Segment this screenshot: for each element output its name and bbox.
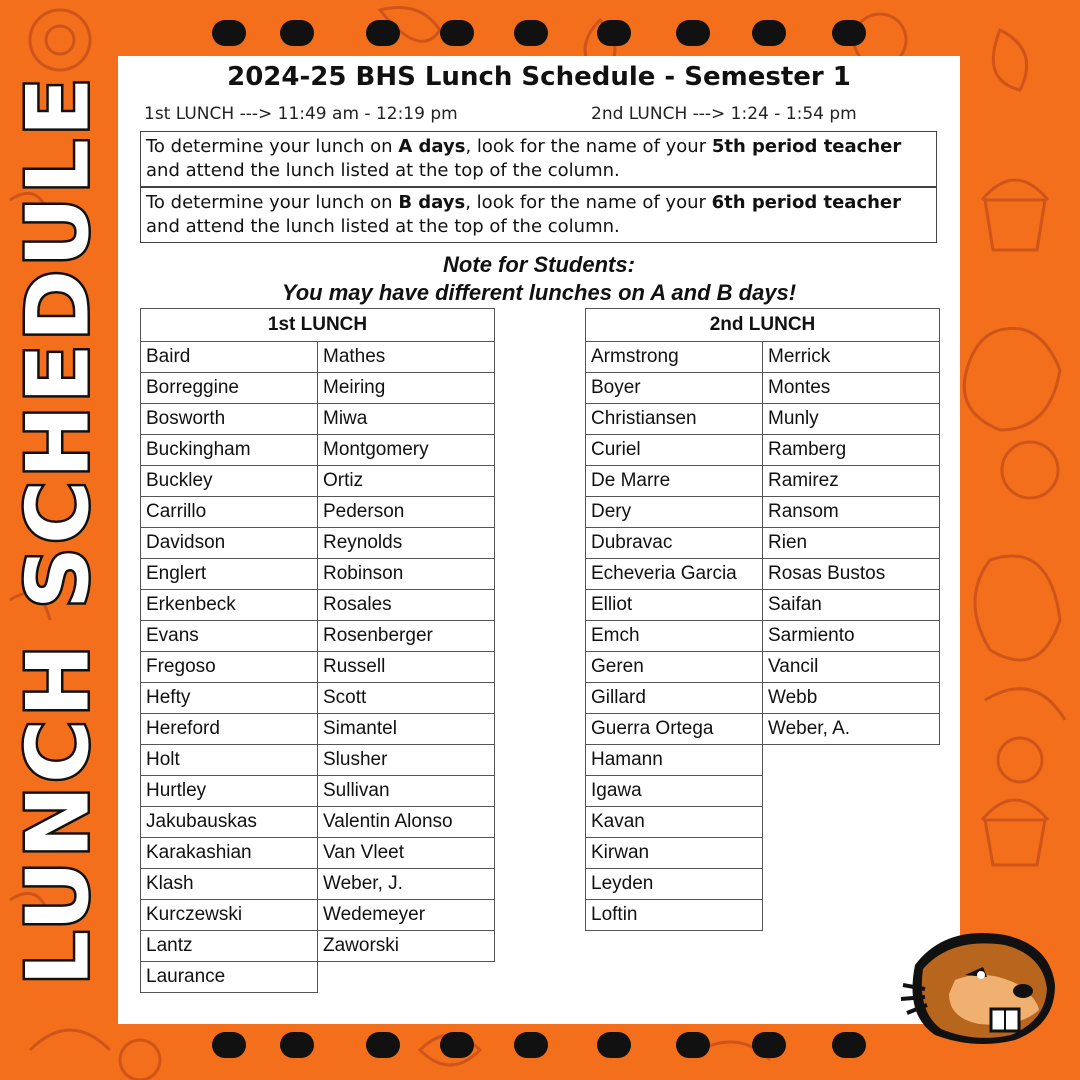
teacher-name: Wedemeyer (318, 900, 495, 931)
teacher-name: Vancil (763, 652, 940, 683)
teacher-name: Slusher (318, 745, 495, 776)
second-lunch-header: 2nd LUNCH (586, 309, 940, 342)
teacher-name: Leyden (586, 869, 763, 900)
teacher-name: Igawa (586, 776, 763, 807)
teacher-name: Hurtley (141, 776, 318, 807)
first-lunch-row (141, 590, 495, 621)
teacher-name: Mathes (318, 342, 495, 373)
teacher-name: Echeveria Garcia (586, 559, 763, 590)
teacher-name: Russell (318, 652, 495, 683)
punch-dot (752, 1032, 786, 1058)
teacher-name: Weber, A. (763, 714, 940, 745)
teacher-name: Dubravac (586, 528, 763, 559)
punch-dot (832, 20, 866, 46)
teacher-name: Reynolds (318, 528, 495, 559)
teacher-name: Loftin (586, 900, 763, 931)
first-lunch-row (141, 900, 495, 931)
instruction-text: To determine your lunch on (146, 136, 399, 157)
second-lunch-row (586, 714, 940, 745)
punch-dot (676, 1032, 710, 1058)
punch-dot (514, 1032, 548, 1058)
teacher-name: Jakubauskas (141, 807, 318, 838)
teacher-name: Karakashian (141, 838, 318, 869)
second-lunch-row (586, 869, 940, 900)
instruction-emphasis: A days (398, 136, 466, 157)
empty-cell (763, 776, 940, 807)
second-lunch-row (586, 342, 940, 373)
punch-dot (597, 20, 631, 46)
teacher-name: Englert (141, 559, 318, 590)
beaver-mascot-logo (895, 925, 1060, 1045)
teacher-name: Simantel (318, 714, 495, 745)
teacher-name: Miwa (318, 404, 495, 435)
teacher-name: Merrick (763, 342, 940, 373)
teacher-name: Armstrong (586, 342, 763, 373)
teacher-name: Ransom (763, 497, 940, 528)
teacher-name: Erkenbeck (141, 590, 318, 621)
instruction-text: To determine your lunch on (146, 192, 399, 213)
teacher-name: Rien (763, 528, 940, 559)
teacher-name: Christiansen (586, 404, 763, 435)
teacher-name: Baird (141, 342, 318, 373)
teacher-name: Munly (763, 404, 940, 435)
second-lunch-row (586, 373, 940, 404)
first-lunch-row (141, 807, 495, 838)
b-days-instructions (140, 187, 937, 243)
second-lunch-row (586, 745, 940, 776)
teacher-name: Boyer (586, 373, 763, 404)
teacher-name: Hefty (141, 683, 318, 714)
first-lunch-row (141, 373, 495, 404)
first-lunch-row (141, 652, 495, 683)
second-lunch-row (586, 590, 940, 621)
teacher-name: Kavan (586, 807, 763, 838)
teacher-name: Klash (141, 869, 318, 900)
teacher-name: Ramberg (763, 435, 940, 466)
teacher-name: Elliot (586, 590, 763, 621)
punch-dot (514, 20, 548, 46)
punch-dot (212, 20, 246, 46)
punch-dot (440, 1032, 474, 1058)
second-lunch-row (586, 528, 940, 559)
first-lunch-row (141, 962, 495, 993)
second-lunch-row (586, 838, 940, 869)
teacher-name: Guerra Ortega (586, 714, 763, 745)
punch-dot (366, 1032, 400, 1058)
teacher-name: Montes (763, 373, 940, 404)
teacher-name: Emch (586, 621, 763, 652)
empty-cell (763, 745, 940, 776)
first-lunch-row (141, 497, 495, 528)
punch-dot (832, 1032, 866, 1058)
first-lunch-row (141, 342, 495, 373)
punch-dot (752, 20, 786, 46)
teacher-name: Montgomery (318, 435, 495, 466)
teacher-name: Geren (586, 652, 763, 683)
first-lunch-row (141, 683, 495, 714)
teacher-name: Van Vleet (318, 838, 495, 869)
teacher-name: Buckingham (141, 435, 318, 466)
first-lunch-row (141, 776, 495, 807)
teacher-name: De Marre (586, 466, 763, 497)
teacher-name: Bosworth (141, 404, 318, 435)
schedule-card (118, 56, 960, 1024)
second-lunch-row (586, 683, 940, 714)
page-title: 2024-25 BHS Lunch Schedule - Semester 1 (227, 62, 851, 92)
instruction-emphasis: 6th period teacher (711, 192, 902, 213)
note-heading: Note for Students: (443, 252, 635, 277)
empty-cell (763, 838, 940, 869)
teacher-name: Meiring (318, 373, 495, 404)
teacher-name: Kurczewski (141, 900, 318, 931)
instruction-text: and attend the lunch listed at the top of the column. (146, 216, 620, 237)
first-lunch-row (141, 931, 495, 962)
empty-cell (318, 962, 495, 993)
second-lunch-row (586, 621, 940, 652)
teacher-name: Robinson (318, 559, 495, 590)
punch-dots-top (0, 14, 1080, 54)
punch-dot (440, 20, 474, 46)
first-lunch-row (141, 466, 495, 497)
second-lunch-row (586, 776, 940, 807)
punch-dot (366, 20, 400, 46)
second-lunch-row (586, 435, 940, 466)
teacher-name: Fregoso (141, 652, 318, 683)
empty-cell (763, 807, 940, 838)
teacher-name: Weber, J. (318, 869, 495, 900)
teacher-name: Lantz (141, 931, 318, 962)
instruction-emphasis: 5th period teacher (711, 136, 902, 157)
teacher-name: Sullivan (318, 776, 495, 807)
teacher-name: Zaworski (318, 931, 495, 962)
punch-dot (280, 20, 314, 46)
second-lunch-row (586, 900, 940, 931)
teacher-name: Dery (586, 497, 763, 528)
first-lunch-row (141, 559, 495, 590)
note-text: You may have different lunches on A and B days! (281, 280, 797, 305)
second-lunch-row (586, 652, 940, 683)
teacher-name: Gillard (586, 683, 763, 714)
instruction-text: and attend the lunch listed at the top of the column. (146, 160, 620, 181)
teacher-name: Evans (141, 621, 318, 652)
second-lunch-time: 2nd LUNCH ---> 1:24 - 1:54 pm (591, 104, 857, 124)
teacher-name: Kirwan (586, 838, 763, 869)
teacher-name: Hereford (141, 714, 318, 745)
first-lunch-row (141, 838, 495, 869)
teacher-name: Pederson (318, 497, 495, 528)
side-title-text: LUNCH SCHEDULE (9, 74, 109, 986)
second-lunch-row (586, 497, 940, 528)
teacher-name: Buckley (141, 466, 318, 497)
a-days-instructions (140, 131, 937, 187)
second-lunch-row (586, 404, 940, 435)
first-lunch-row (141, 745, 495, 776)
teacher-name: Saifan (763, 590, 940, 621)
teacher-name: Webb (763, 683, 940, 714)
teacher-name: Curiel (586, 435, 763, 466)
teacher-name: Scott (318, 683, 495, 714)
first-lunch-row (141, 714, 495, 745)
teacher-name: Laurance (141, 962, 318, 993)
first-lunch-row (141, 435, 495, 466)
first-lunch-time: 1st LUNCH ---> 11:49 am - 12:19 pm (144, 104, 458, 124)
teacher-name: Davidson (141, 528, 318, 559)
first-lunch-table (140, 308, 495, 993)
first-lunch-row (141, 528, 495, 559)
teacher-name: Holt (141, 745, 318, 776)
second-lunch-row (586, 559, 940, 590)
first-lunch-header: 1st LUNCH (141, 309, 495, 342)
instruction-emphasis: B days (398, 192, 466, 213)
side-title (9, 60, 109, 1000)
first-lunch-row (141, 869, 495, 900)
punch-dot (212, 1032, 246, 1058)
teacher-name: Rosales (318, 590, 495, 621)
first-lunch-row (141, 404, 495, 435)
second-lunch-row (586, 807, 940, 838)
teacher-name: Carrillo (141, 497, 318, 528)
teacher-name: Borreggine (141, 373, 318, 404)
teacher-name: Ortiz (318, 466, 495, 497)
teacher-name: Rosas Bustos (763, 559, 940, 590)
punch-dot (676, 20, 710, 46)
teacher-name: Sarmiento (763, 621, 940, 652)
second-lunch-row (586, 466, 940, 497)
teacher-name: Rosenberger (318, 621, 495, 652)
instruction-text: , look for the name of your (465, 192, 712, 213)
teacher-name: Valentin Alonso (318, 807, 495, 838)
second-lunch-table (585, 308, 940, 931)
punch-dot (597, 1032, 631, 1058)
instruction-text: , look for the name of your (465, 136, 712, 157)
teacher-name: Ramirez (763, 466, 940, 497)
punch-dot (280, 1032, 314, 1058)
first-lunch-row (141, 621, 495, 652)
empty-cell (763, 869, 940, 900)
teacher-name: Hamann (586, 745, 763, 776)
